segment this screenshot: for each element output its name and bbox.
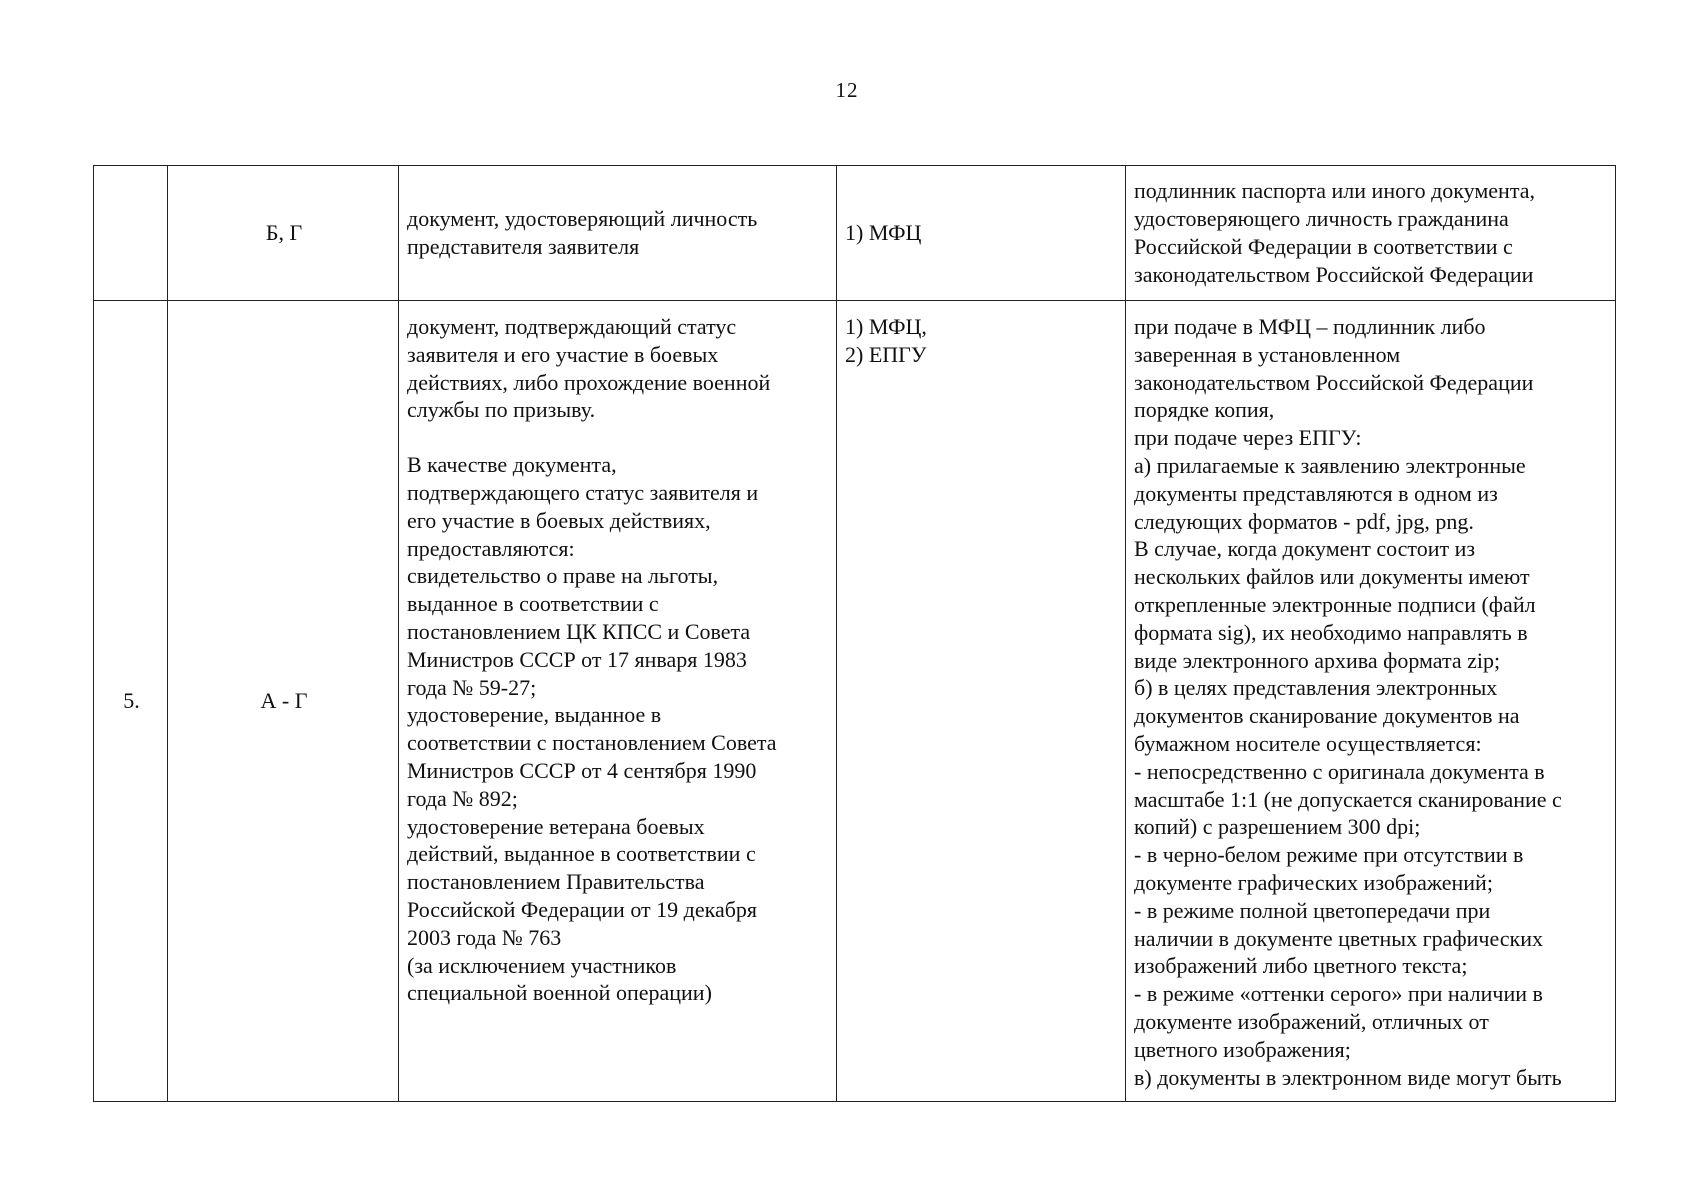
document-intro (407, 313, 830, 424)
text-line: масштабе 1:1 (не допускается сканирование с (1134, 786, 1562, 812)
text-line: в) документы в электронном виде могут быть (1134, 1064, 1562, 1090)
text-line: действиях, либо прохождение военной (407, 369, 771, 395)
text-line: б) в целях представления электронных (1134, 675, 1498, 701)
row-number-cell (94, 166, 168, 301)
text-line: подтверждающего статус заявителя и (407, 479, 759, 505)
text-line: удостоверение ветерана боевых (407, 813, 705, 839)
text-line: при подаче в МФЦ – подлинник либо (1134, 314, 1486, 339)
text-line: года № 59-27; (407, 674, 537, 700)
text-line: Министров СССР от 17 января 1983 (407, 646, 747, 672)
text-line: заверенная в установленном (1134, 341, 1401, 367)
requirements-cell (1126, 166, 1616, 301)
text-line: 1) МФЦ (845, 220, 922, 246)
document-details (407, 451, 830, 1007)
text-line: документов сканирование документов на (1134, 703, 1520, 729)
text-line: следующих форматов - pdf, jpg, png. (1134, 508, 1474, 534)
text-line: Российской Федерации в соответствии с (1134, 234, 1513, 259)
row-number: 5. (123, 688, 140, 714)
text-line: свидетельство о праве на льготы, (407, 563, 719, 589)
text-line: 2) ЕПГУ (845, 341, 927, 367)
text-line: законодательством Российской Федерации (1134, 261, 1534, 287)
text-line: документ, удостоверяющий личность (407, 206, 758, 232)
requirements-cell (1126, 301, 1616, 1102)
text-line: (за исключением участников (407, 952, 677, 978)
applicant-category-cell (168, 166, 399, 301)
document-name-cell (399, 166, 837, 301)
text-line: виде электронного архива формата zip; (1134, 647, 1501, 673)
text-line: наличии в документе цветных графических (1134, 925, 1543, 951)
text-line: удостоверяющего личность гражданина (1134, 206, 1509, 232)
submission-place-cell (837, 301, 1126, 1102)
text-line: копий) с разрешением 300 dpi; (1134, 814, 1421, 840)
text-line: порядке копия, (1134, 397, 1275, 423)
text-line: нескольких файлов или документы имеют (1134, 564, 1530, 590)
table-row (94, 301, 1616, 1102)
applicant-category: А - Г (260, 688, 308, 714)
text-line: цветного изображения; (1134, 1036, 1351, 1062)
text-line: а) прилагаемые к заявлению электронные (1134, 452, 1526, 478)
row-number-cell (94, 301, 168, 1102)
document-name (399, 205, 836, 261)
text-line: - в режиме «оттенки серого» при наличии в (1134, 981, 1543, 1007)
requirements-text (1126, 301, 1615, 1091)
text-line: открепленные электронные подписи (файл (1134, 591, 1536, 617)
text-line: 1) МФЦ, (845, 314, 927, 339)
page-number: 12 (835, 78, 859, 102)
table-row (94, 166, 1616, 301)
paragraph-gap (407, 424, 830, 451)
documents-table (93, 165, 1616, 1102)
text-line: при подаче через ЕПГУ: (1134, 425, 1362, 451)
text-line: выданное в соответствии с (407, 591, 659, 617)
text-line: заявителя и его участие в боевых (407, 341, 719, 367)
text-line: постановлением Правительства (407, 869, 705, 895)
text-line: изображений либо цветного текста; (1134, 953, 1468, 979)
text-line: действий, выданное в соответствии с (407, 841, 756, 867)
text-line: подлинник паспорта или иного документа, (1134, 178, 1535, 204)
text-line: соответствии с постановлением Совета (407, 730, 777, 756)
text-line: службы по призыву. (407, 397, 596, 423)
text-line: предоставляются: (407, 535, 575, 561)
text-line: Российской Федерации от 19 декабря (407, 896, 758, 922)
applicant-category: Б, Г (265, 220, 303, 246)
text-line: законодательством Российской Федерации (1134, 369, 1534, 395)
text-line: Министров СССР от 4 сентября 1990 (407, 757, 757, 783)
text-line: В качестве документа, (407, 452, 617, 478)
text-line: документе изображений, отличных от (1134, 1008, 1489, 1034)
text-line: формата sig), их необходимо направлять в (1134, 619, 1528, 645)
document-name-cell (399, 301, 837, 1102)
text-line: В случае, когда документ состоит из (1134, 536, 1476, 562)
text-line: - в черно-белом режиме при отсутствии в (1134, 842, 1524, 868)
text-line: документы представляются в одном из (1134, 480, 1498, 506)
submission-place-cell (837, 166, 1126, 301)
text-line: года № 892; (407, 785, 518, 811)
submission-place (837, 301, 1125, 369)
text-line: 2003 года № 763 (407, 924, 562, 950)
text-line: бумажном носителе осуществляется: (1134, 730, 1482, 756)
requirements-text (1126, 177, 1615, 288)
text-line: представителя заявителя (407, 234, 640, 259)
text-line: документ, подтверждающий статус (407, 314, 737, 339)
text-line: его участие в боевых действиях, (407, 507, 711, 533)
applicant-category-cell (168, 301, 399, 1102)
text-line: постановлением ЦК КПСС и Совета (407, 618, 751, 644)
submission-place (837, 219, 1125, 247)
text-line: специальной военной операции) (407, 980, 712, 1006)
text-line: удостоверение, выданное в (407, 702, 662, 728)
text-line: документе графических изображений; (1134, 869, 1493, 895)
text-line: - непосредственно с оригинала документа в (1134, 758, 1545, 784)
text-line: - в режиме полной цветопередачи при (1134, 897, 1491, 923)
